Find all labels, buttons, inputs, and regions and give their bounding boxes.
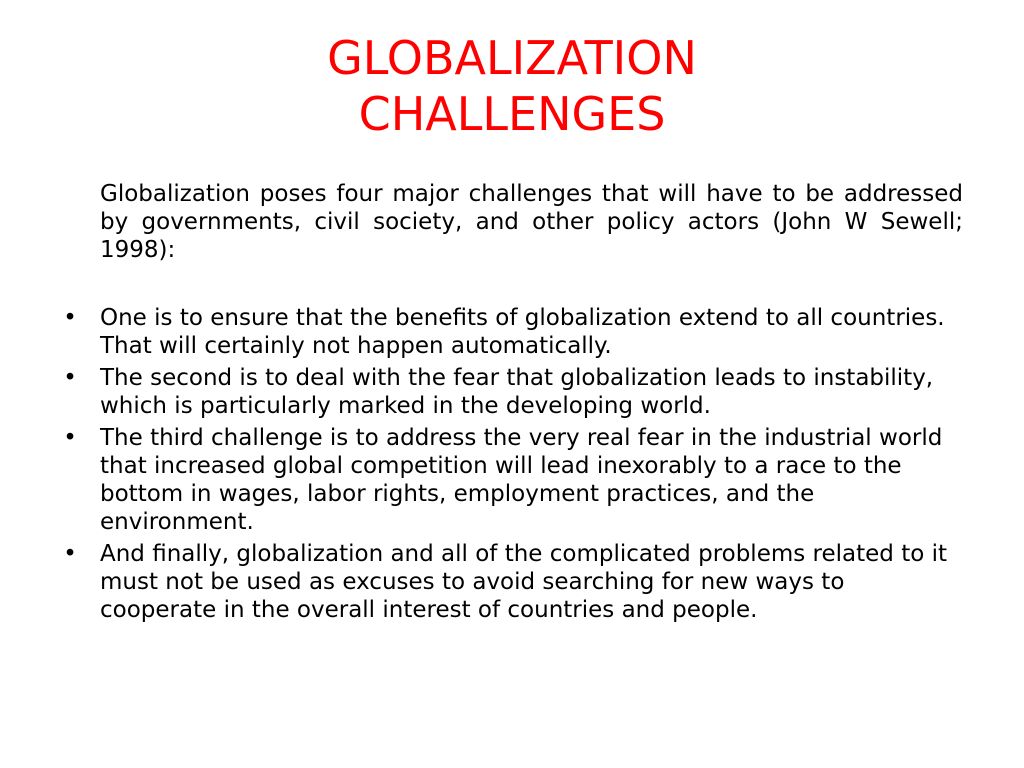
bullet-text: And finally, globalization and all of the complicated problems related to it must not be used as excuses to avoid searching for new ways to cooperate in the overall interest of countries and people.: [100, 541, 948, 623]
title-line-1: GLOBALIZATION: [327, 31, 697, 85]
intro-paragraph: Globalization poses four major challenges that will have to be addressed by governments, civil society, and other policy actors (John W Sewell; 1998):: [100, 181, 963, 263]
slide-title: [0, 30, 1024, 142]
bullet-text: The second is to deal with the fear that globalization leads to instability, which is particularly marked in the developing world.: [100, 365, 934, 419]
bullet-text: One is to ensure that the benefits of globalization extend to all countries. That will certainly not happen automatically.: [100, 305, 945, 359]
bullet-text: The third challenge is to address the very real fear in the industrial world that increased global competition will lead inexorably to a race to the bottom in wages, labor rights, employment practices, and the environment.: [100, 425, 943, 535]
bullet-icon: •: [63, 425, 77, 451]
list-item: [60, 304, 963, 360]
bullet-icon: •: [63, 541, 77, 567]
list-item: [60, 424, 963, 536]
bullet-icon: •: [63, 305, 77, 331]
list-item: [60, 540, 963, 624]
bullet-list: [60, 304, 963, 628]
list-item: [60, 364, 963, 420]
title-line-2: CHALLENGES: [358, 87, 666, 141]
bullet-icon: •: [63, 365, 77, 391]
